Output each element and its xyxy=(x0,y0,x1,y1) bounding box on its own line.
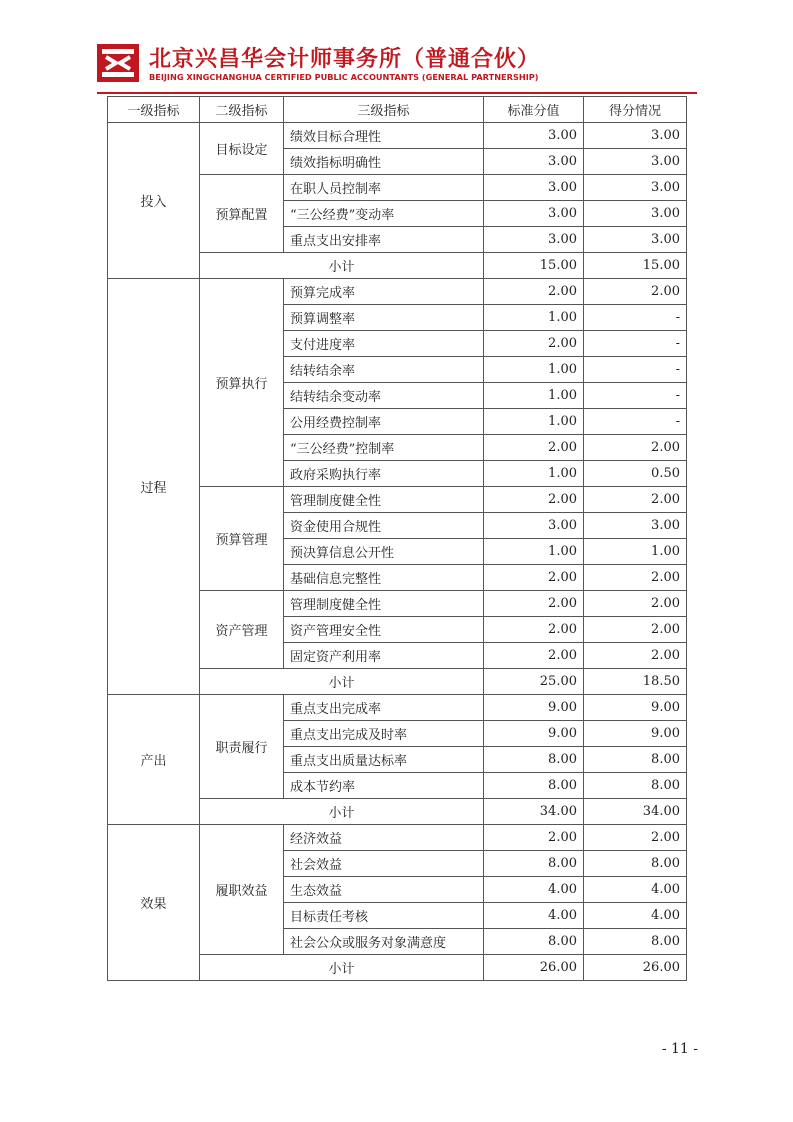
actual-score-cell: 3.00 xyxy=(584,175,687,201)
standard-score-cell: 2.00 xyxy=(484,331,584,357)
level3-cell: 结转结余变动率 xyxy=(284,383,484,409)
level3-cell: 成本节约率 xyxy=(284,773,484,799)
standard-score-cell: 3.00 xyxy=(484,123,584,149)
level3-cell: 公用经费控制率 xyxy=(284,409,484,435)
level3-cell: 固定资产利用率 xyxy=(284,643,484,669)
actual-score-cell: 4.00 xyxy=(584,903,687,929)
level3-cell: 生态效益 xyxy=(284,877,484,903)
level3-cell: 重点支出安排率 xyxy=(284,227,484,253)
standard-score-cell: 2.00 xyxy=(484,591,584,617)
level3-cell: 支付进度率 xyxy=(284,331,484,357)
actual-score-cell: - xyxy=(584,305,687,331)
table-header-row xyxy=(108,97,687,123)
level2-cell: 职责履行 xyxy=(200,695,284,799)
actual-score-cell: 3.00 xyxy=(584,149,687,175)
level3-cell: 绩效目标合理性 xyxy=(284,123,484,149)
standard-score-cell: 8.00 xyxy=(484,773,584,799)
actual-score-cell: 2.00 xyxy=(584,279,687,305)
level3-cell: “三公经费”变动率 xyxy=(284,201,484,227)
actual-score-cell: 8.00 xyxy=(584,851,687,877)
standard-score-cell: 4.00 xyxy=(484,877,584,903)
column-header: 得分情况 xyxy=(584,97,687,123)
letterhead xyxy=(97,42,697,92)
actual-score-cell: - xyxy=(584,383,687,409)
standard-score-cell: 1.00 xyxy=(484,539,584,565)
firm-logo-icon xyxy=(97,44,139,82)
subtotal-label: 小计 xyxy=(200,955,484,981)
actual-score-cell: 0.50 xyxy=(584,461,687,487)
standard-score-cell: 3.00 xyxy=(484,513,584,539)
actual-score-cell: 2.00 xyxy=(584,565,687,591)
standard-score-cell: 9.00 xyxy=(484,695,584,721)
level3-cell: “三公经费”控制率 xyxy=(284,435,484,461)
standard-score-cell: 1.00 xyxy=(484,357,584,383)
standard-score-cell: 2.00 xyxy=(484,643,584,669)
actual-score-cell: 2.00 xyxy=(584,617,687,643)
subtotal-label: 小计 xyxy=(200,253,484,279)
standard-score-cell: 2.00 xyxy=(484,435,584,461)
level3-cell: 预算完成率 xyxy=(284,279,484,305)
level2-cell: 履职效益 xyxy=(200,825,284,955)
level3-cell: 在职人员控制率 xyxy=(284,175,484,201)
level1-cell: 投入 xyxy=(108,123,200,279)
actual-score-cell: 8.00 xyxy=(584,747,687,773)
table-row xyxy=(108,279,687,305)
actual-score-cell: 3.00 xyxy=(584,227,687,253)
standard-score-cell: 2.00 xyxy=(484,279,584,305)
actual-score-cell: - xyxy=(584,357,687,383)
level2-cell: 目标设定 xyxy=(200,123,284,175)
standard-score-cell: 2.00 xyxy=(484,565,584,591)
table-row xyxy=(108,825,687,851)
actual-score-cell: 9.00 xyxy=(584,695,687,721)
actual-score-cell: 3.00 xyxy=(584,123,687,149)
level3-cell: 重点支出完成率 xyxy=(284,695,484,721)
level3-cell: 管理制度健全性 xyxy=(284,591,484,617)
level3-cell: 结转结余率 xyxy=(284,357,484,383)
level3-cell: 重点支出质量达标率 xyxy=(284,747,484,773)
subtotal-score: 15.00 xyxy=(584,253,687,279)
level3-cell: 政府采购执行率 xyxy=(284,461,484,487)
standard-score-cell: 1.00 xyxy=(484,383,584,409)
level2-cell: 资产管理 xyxy=(200,591,284,669)
standard-score-cell: 8.00 xyxy=(484,929,584,955)
actual-score-cell: 4.00 xyxy=(584,877,687,903)
standard-score-cell: 3.00 xyxy=(484,149,584,175)
level3-cell: 资产管理安全性 xyxy=(284,617,484,643)
level2-cell: 预算执行 xyxy=(200,279,284,487)
subtotal-score: 26.00 xyxy=(584,955,687,981)
standard-score-cell: 4.00 xyxy=(484,903,584,929)
actual-score-cell: 2.00 xyxy=(584,487,687,513)
actual-score-cell: 8.00 xyxy=(584,773,687,799)
actual-score-cell: 9.00 xyxy=(584,721,687,747)
actual-score-cell: 2.00 xyxy=(584,825,687,851)
actual-score-cell: 3.00 xyxy=(584,513,687,539)
actual-score-cell: 8.00 xyxy=(584,929,687,955)
actual-score-cell: 3.00 xyxy=(584,201,687,227)
standard-score-cell: 1.00 xyxy=(484,305,584,331)
standard-score-cell: 3.00 xyxy=(484,201,584,227)
level3-cell: 目标责任考核 xyxy=(284,903,484,929)
level3-cell: 社会效益 xyxy=(284,851,484,877)
standard-score-cell: 3.00 xyxy=(484,175,584,201)
standard-score-cell: 2.00 xyxy=(484,617,584,643)
subtotal-label: 小计 xyxy=(200,799,484,825)
level3-cell: 资金使用合规性 xyxy=(284,513,484,539)
subtotal-standard: 34.00 xyxy=(484,799,584,825)
level1-cell: 效果 xyxy=(108,825,200,981)
actual-score-cell: - xyxy=(584,331,687,357)
standard-score-cell: 1.00 xyxy=(484,461,584,487)
subtotal-score: 34.00 xyxy=(584,799,687,825)
standard-score-cell: 9.00 xyxy=(484,721,584,747)
actual-score-cell: 2.00 xyxy=(584,591,687,617)
level3-cell: 绩效指标明确性 xyxy=(284,149,484,175)
firm-name-en: BEIJING XINGCHANGHUA CERTIFIED PUBLIC ACCOUNTANTS (GENERAL PARTNERSHIP) xyxy=(149,72,539,82)
column-header: 二级指标 xyxy=(200,97,284,123)
level2-cell: 预算配置 xyxy=(200,175,284,253)
subtotal-standard: 26.00 xyxy=(484,955,584,981)
actual-score-cell: 1.00 xyxy=(584,539,687,565)
level2-cell: 预算管理 xyxy=(200,487,284,591)
level3-cell: 重点支出完成及时率 xyxy=(284,721,484,747)
subtotal-score: 18.50 xyxy=(584,669,687,695)
level1-cell: 产出 xyxy=(108,695,200,825)
table-row xyxy=(108,123,687,149)
column-header: 标准分值 xyxy=(484,97,584,123)
standard-score-cell: 2.00 xyxy=(484,487,584,513)
column-header: 一级指标 xyxy=(108,97,200,123)
header-rule xyxy=(97,92,697,94)
table-row xyxy=(108,695,687,721)
standard-score-cell: 2.00 xyxy=(484,825,584,851)
actual-score-cell: 2.00 xyxy=(584,435,687,461)
standard-score-cell: 3.00 xyxy=(484,227,584,253)
score-table xyxy=(107,96,687,981)
level3-cell: 基础信息完整性 xyxy=(284,565,484,591)
firm-name-cn: 北京兴昌华会计师事务所（普通合伙） xyxy=(149,47,541,72)
level3-cell: 经济效益 xyxy=(284,825,484,851)
actual-score-cell: 2.00 xyxy=(584,643,687,669)
standard-score-cell: 8.00 xyxy=(484,851,584,877)
level3-cell: 管理制度健全性 xyxy=(284,487,484,513)
actual-score-cell: - xyxy=(584,409,687,435)
level1-cell: 过程 xyxy=(108,279,200,695)
subtotal-standard: 15.00 xyxy=(484,253,584,279)
subtotal-label: 小计 xyxy=(200,669,484,695)
level3-cell: 预算调整率 xyxy=(284,305,484,331)
column-header: 三级指标 xyxy=(284,97,484,123)
level3-cell: 社会公众或服务对象满意度 xyxy=(284,929,484,955)
subtotal-standard: 25.00 xyxy=(484,669,584,695)
page-number: - 11 - xyxy=(661,1041,698,1057)
standard-score-cell: 8.00 xyxy=(484,747,584,773)
standard-score-cell: 1.00 xyxy=(484,409,584,435)
level3-cell: 预决算信息公开性 xyxy=(284,539,484,565)
